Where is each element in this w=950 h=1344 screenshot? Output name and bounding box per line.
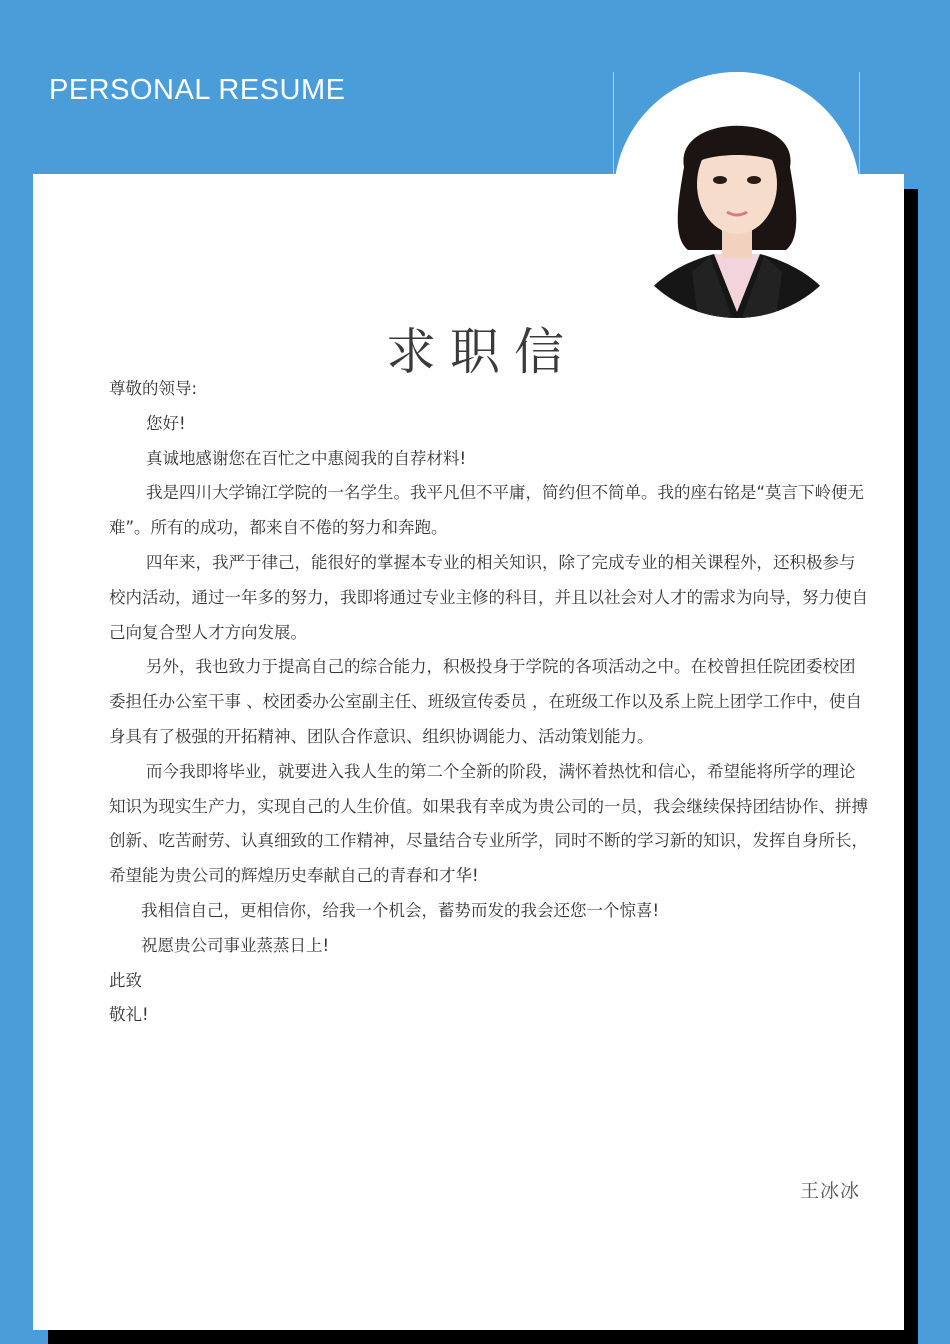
- letter-title: 求职信: [386, 323, 578, 381]
- sign-off-2: 敬礼!: [109, 1005, 149, 1025]
- greeting: 您好!: [146, 413, 186, 433]
- decorative-line-right: [859, 72, 860, 174]
- paragraph-thanks: 真诚地感谢您在百忙之中惠阅我的自荐材料!: [146, 448, 467, 468]
- sign-off-1: 此致: [109, 970, 142, 990]
- letter-body: [109, 372, 869, 1033]
- paragraph-graduation: 而今我即将毕业，就要进入我人生的第二个全新的阶段，满怀着热忱和信心，希望能将所学的理论知识为现实生产力，实现自己的人生价值。如果我有幸成为贵公司的一员，我会继续保持团结协作、拼搏创新、吃苦耐劳、认真细致的工作精神，尽量结合专业所学，同时不断的学习新的知识，发挥自身所长，希望能为贵公司的辉煌历史奉献自己的青春和才华!: [109, 761, 868, 886]
- signature: 王冰冰: [799, 1180, 860, 1202]
- paragraph-activities: 另外，我也致力于提高自己的综合能力，积极投身于学院的各项活动之中。在校曾担任院团委校团委担任办公室干事 、校团委办公室副主任、班级宣传委员 ，在班级工作以及系上院上团学工作中，使自身具有了极强的开拓精神、团队合作意识、组织协调能力、活动策划能力。: [109, 657, 862, 746]
- closing-wish: 祝愿贵公司事业蒸蒸日上!: [141, 935, 330, 955]
- paragraph-intro: 我是四川大学锦江学院的一名学生。我平凡但不平庸，简约但不简单。我的座右铭是“莫言下岭便无难”。所有的成功，都来自不倦的努力和奔跑。: [109, 483, 865, 538]
- closing-confidence: 我相信自己，更相信你，给我一个机会，蓄势而发的我会还您一个惊喜!: [141, 900, 660, 920]
- salutation: 尊敬的领导:: [109, 379, 198, 398]
- header-title: PERSONAL RESUME: [49, 74, 346, 106]
- portrait-photo: [614, 72, 860, 318]
- paragraph-study: 四年来，我严于律己，能很好的掌握本专业的相关知识，除了完成专业的相关课程外，还积极参与校内活动，通过一年多的努力，我即将通过专业主修的科目，并且以社会对人才的需求为向导，努力使自己向复合型人才方向发展。: [109, 552, 868, 642]
- portrait-photo-icon: [614, 72, 860, 318]
- decorative-line-left: [613, 72, 614, 174]
